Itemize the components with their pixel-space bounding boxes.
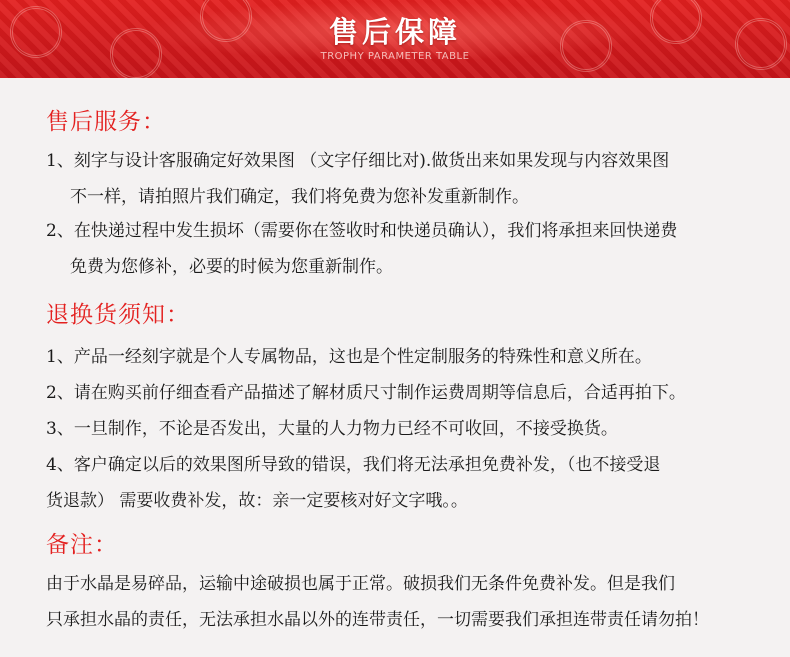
section-title-returns: 退换货须知： [46, 302, 190, 328]
list-item-line: 免费为您修补，必要的时候为您重新制作。 [70, 257, 393, 277]
list-item [46, 566, 709, 638]
list-item-line: 不一样，请拍照片我们确定，我们将免费为您补发重新制作。 [70, 187, 529, 207]
list-item-line: 2、请在购买前仔细查看产品描述了解材质尺寸制作运费周期等信息后，合适再拍下。 [46, 383, 686, 403]
list-item-line: 由于水晶是易碎品，运输中途破损也属于正常。破损我们无条件免费补发。但是我们 [46, 574, 675, 594]
list-item-line: 货退款） 需要收费补发，故：亲一定要核对好文字哦。。 [46, 491, 468, 511]
section-title-notes: 备注： [46, 532, 118, 558]
header-banner [0, 0, 790, 78]
list-item [46, 375, 686, 411]
list-item [46, 447, 660, 519]
list-item-line: 1、产品一经刻字就是个人专属物品，这也是个性定制服务的特殊性和意义所在。 [46, 347, 652, 367]
list-item-line: 1、刻字与设计客服确定好效果图 （文字仔细比对).做货出来如果发现与内容效果图 [46, 151, 670, 171]
list-item [46, 213, 677, 285]
list-item-line: 4、客户确定以后的效果图所导致的错误，我们将无法承担免费补发，（也不接受退 [46, 455, 661, 475]
list-item [46, 339, 652, 375]
page-title: 售后保障 [328, 15, 461, 49]
list-item [46, 143, 669, 215]
list-item-line: 只承担水晶的责任，无法承担水晶以外的连带责任，一切需要我们承担连带责任请勿拍！ [46, 610, 709, 630]
page-subtitle: TROPHY PARAMETER TABLE [320, 51, 470, 62]
list-item [46, 411, 618, 447]
list-item-line: 3、一旦制作，不论是否发出，大量的人力物力已经不可收回，不接受换货。 [46, 419, 618, 439]
list-item-line: 2、在快递过程中发生损坏（需要你在签收时和快递员确认），我们将承担来回快递费 [46, 221, 678, 241]
section-title-after-sales: 售后服务： [46, 109, 166, 135]
